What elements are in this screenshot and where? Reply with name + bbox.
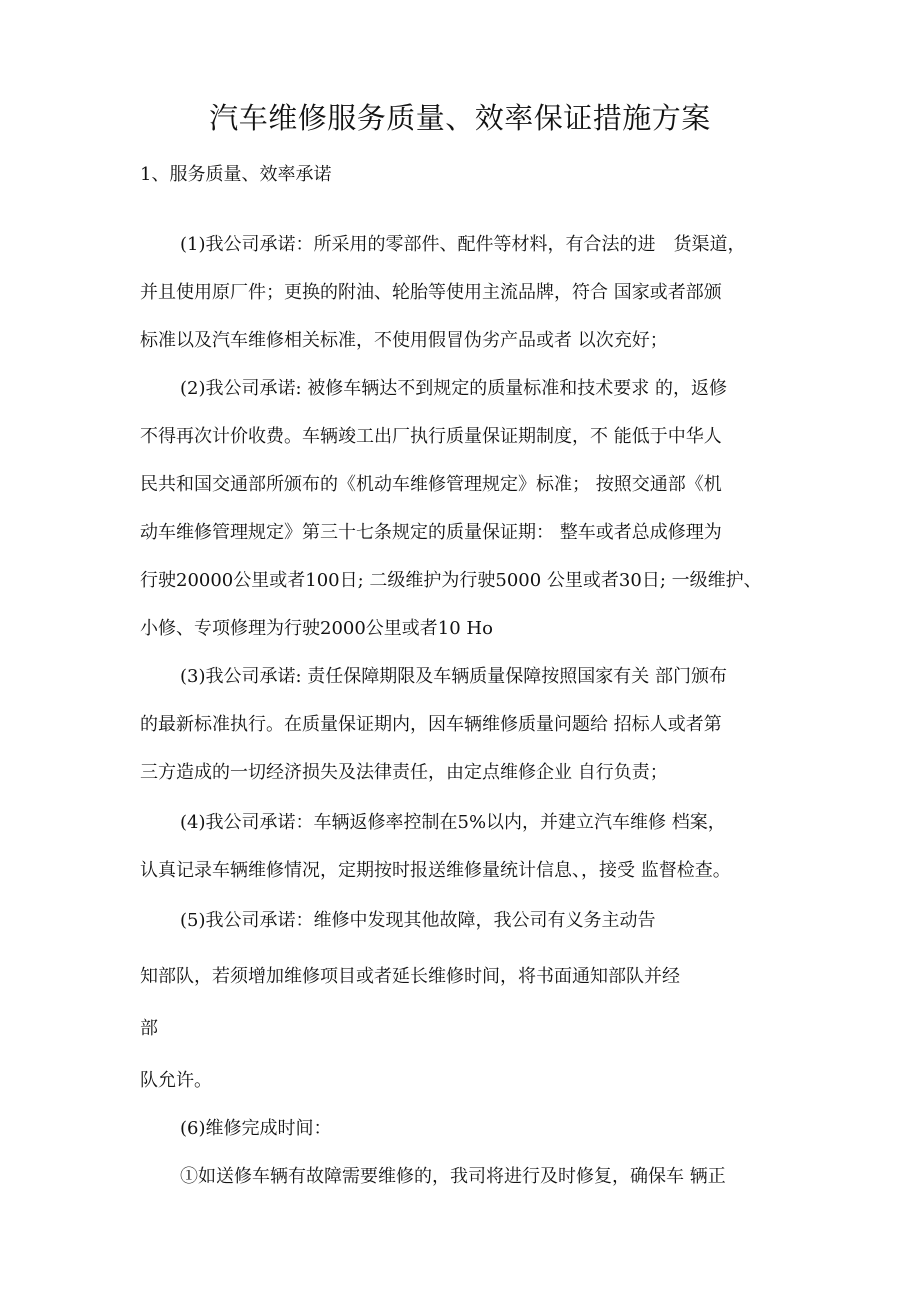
- text-line: 三方造成的一切经济损失及法律责任，由定点维修企业 自行负责；: [140, 762, 668, 783]
- text-line: (5)我公司承诺：维修中发现其他故障，我公司有义务主动告: [180, 910, 656, 931]
- text-line: (4)我公司承诺：车辆返修率控制在5%以内，并建立汽车维修 档案，: [180, 812, 726, 833]
- text-line: 的最新标准执行。在质量保证期内，因车辆维修质量问题给 招标人或者第: [140, 714, 722, 735]
- document-title: 汽车维修服务质量、效率保证措施方案: [209, 101, 711, 135]
- text-line: ①如送修车辆有故障需要维修的，我司将进行及时修复，确保车 辆正: [180, 1166, 726, 1187]
- text-line: 小修、专项修理为行驶2000公里或者10 Ho: [140, 618, 493, 639]
- text-line: 行驶20000公里或者100日; 二级维护为行驶5000 公里或者30日; 一级维护、: [140, 570, 762, 591]
- text-line: 知部队，若须增加维修项目或者延长维修时间，将书面通知部队并经: [140, 966, 680, 987]
- section-heading: 1、服务质量、效率承诺: [140, 164, 332, 185]
- text-line: 部: [140, 1018, 158, 1039]
- text-line: 动车维修管理规定》第三十七条规定的质量保证期： 整车或者总成修理为: [140, 522, 722, 543]
- text-line: 队允许。: [140, 1070, 212, 1091]
- text-line: (1)我公司承诺：所采用的零部件、配件等材料，有合法的进 货渠道，: [180, 234, 746, 255]
- text-line: 不得再次计价收费。车辆竣工出厂执行质量保证期制度，不 能低于中华人: [140, 426, 722, 447]
- text-line: (3)我公司承诺: 责任保障期限及车辆质量保障按照国家有关 部门颁布: [180, 666, 728, 687]
- text-line: (2)我公司承诺: 被修车辆达不到规定的质量标准和技术要求 的，返修: [180, 378, 728, 399]
- text-line: (6)维修完成时间：: [180, 1118, 332, 1139]
- text-line: 并且使用原厂件；更换的附油、轮胎等使用主流品牌，符合 国家或者部颁: [140, 282, 722, 303]
- text-line: 认真记录车辆维修情况，定期按时报送维修量统计信息、，接受 监督检查。: [140, 860, 731, 881]
- text-line: 民共和国交通部所颁布的《机动车维修管理规定》标准； 按照交通部《机: [140, 474, 722, 495]
- text-line: 标准以及汽车维修相关标准，不使用假冒伪劣产品或者 以次充好；: [140, 330, 668, 351]
